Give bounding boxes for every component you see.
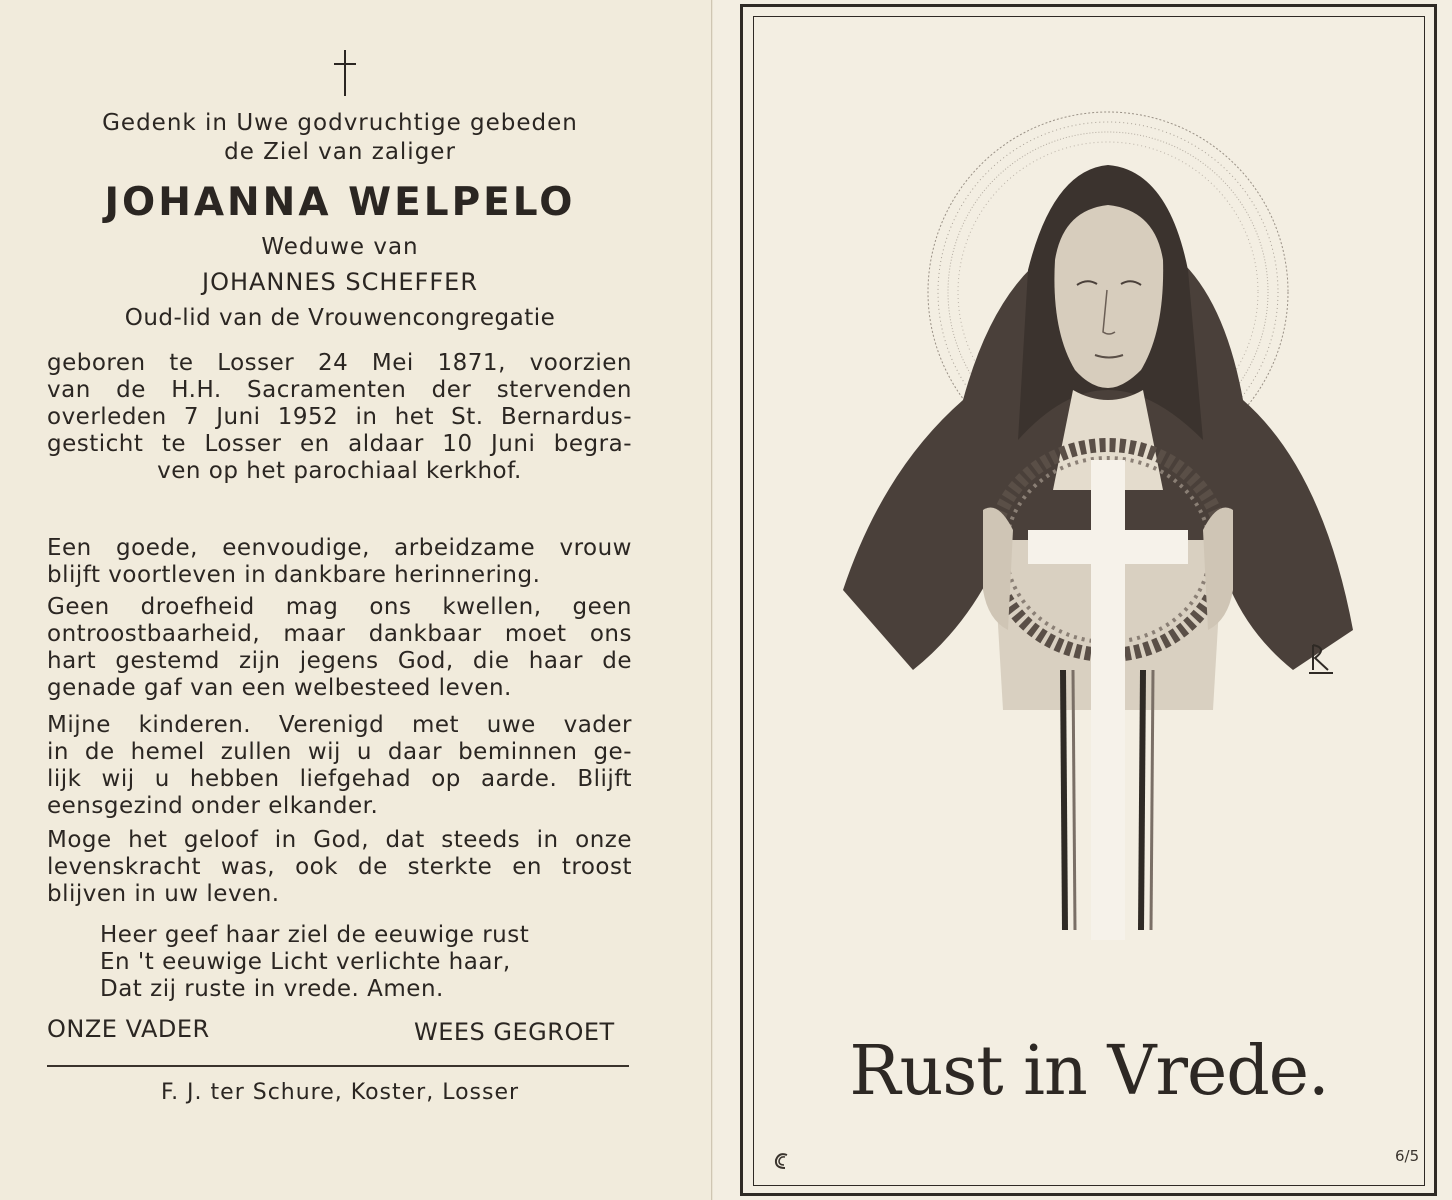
paragraph-line: blijft voortleven in dankbare herinnering. (47, 562, 541, 588)
bio-line: ven op het parochiaal kerkhof. (157, 458, 522, 484)
madonna-illustration (823, 70, 1363, 970)
paragraph-line: eensgezind onder elkander. (47, 793, 379, 819)
prayer-line: En 't eeuwige Licht verlichte haar, (100, 949, 511, 975)
paragraph-line: lijk wij u hebben liefgehad op aarde. Blijft (47, 766, 632, 792)
paragraph-line: blijven in uw leven. (47, 881, 280, 907)
copyright-icon (771, 1150, 793, 1172)
cross-icon (330, 48, 360, 98)
paragraph-line: in de hemel zullen wij u daar beminnen ge- (47, 739, 632, 765)
bio-paragraph (47, 350, 632, 485)
paragraph-line: Mijne kinderen. Verenigd met uwe vader (47, 712, 632, 738)
paragraph-2 (47, 594, 632, 702)
membership-line: Oud-lid van de Vrouwencongregatie (124, 305, 556, 331)
paragraph-line: Geen droefheid mag ons kwellen, geen (47, 594, 632, 620)
bio-line: van de H.H. Sacramenten der stervenden (47, 377, 632, 403)
paragraph-line: Een goede, eenvoudige, arbeidzame vrouw (47, 535, 632, 561)
divider (47, 1065, 629, 1067)
printer-line: F. J. ter Schure, Koster, Losser (160, 1080, 520, 1105)
right-card (713, 0, 1452, 1200)
print-code: 6/5 (1395, 1147, 1420, 1165)
prayer-verse (100, 922, 529, 1003)
prayer-line: Heer geef haar ziel de eeuwige rust (100, 922, 530, 948)
paragraph-1 (47, 535, 632, 589)
prayer-line: Dat zij ruste in vrede. Amen. (100, 976, 444, 1002)
paragraph-line: hart gestemd zijn jegens God, die haar de (47, 648, 632, 674)
bio-line: overleden 7 Juni 1952 in het St. Bernardus- (47, 404, 632, 430)
deceased-name: JOHANNA WELPELO (104, 180, 576, 225)
caption-rest-in-peace: Rust in Vrede. (849, 1032, 1329, 1111)
paragraph-3 (47, 712, 632, 820)
widow-of-label: Weduwe van (261, 234, 419, 260)
husband-name: JOHANNES SCHEFFER (201, 268, 479, 296)
paragraph-line: ontroostbaarheid, maar dankbaar moet ons (47, 621, 632, 647)
bio-line: gesticht te Losser en aldaar 10 Juni begra- (47, 431, 632, 457)
left-card (0, 0, 712, 1200)
paragraph-line: Moge het geloof in God, dat steeds in onze (47, 827, 632, 853)
paragraph-line: levenskracht was, ook de sterkte en troost (47, 854, 632, 880)
prayer-hail-mary: WEES GEGROET (414, 1018, 615, 1046)
bio-line: geboren te Losser 24 Mei 1871, voorzien (47, 350, 632, 376)
paragraph-4 (47, 827, 632, 908)
intro-line-2: de Ziel van zaliger (224, 139, 456, 165)
intro-line-1: Gedenk in Uwe godvruchtige gebeden (102, 110, 578, 136)
prayer-our-father: ONZE VADER (47, 1015, 210, 1043)
paragraph-line: genade gaf van een welbesteed leven. (47, 675, 512, 701)
